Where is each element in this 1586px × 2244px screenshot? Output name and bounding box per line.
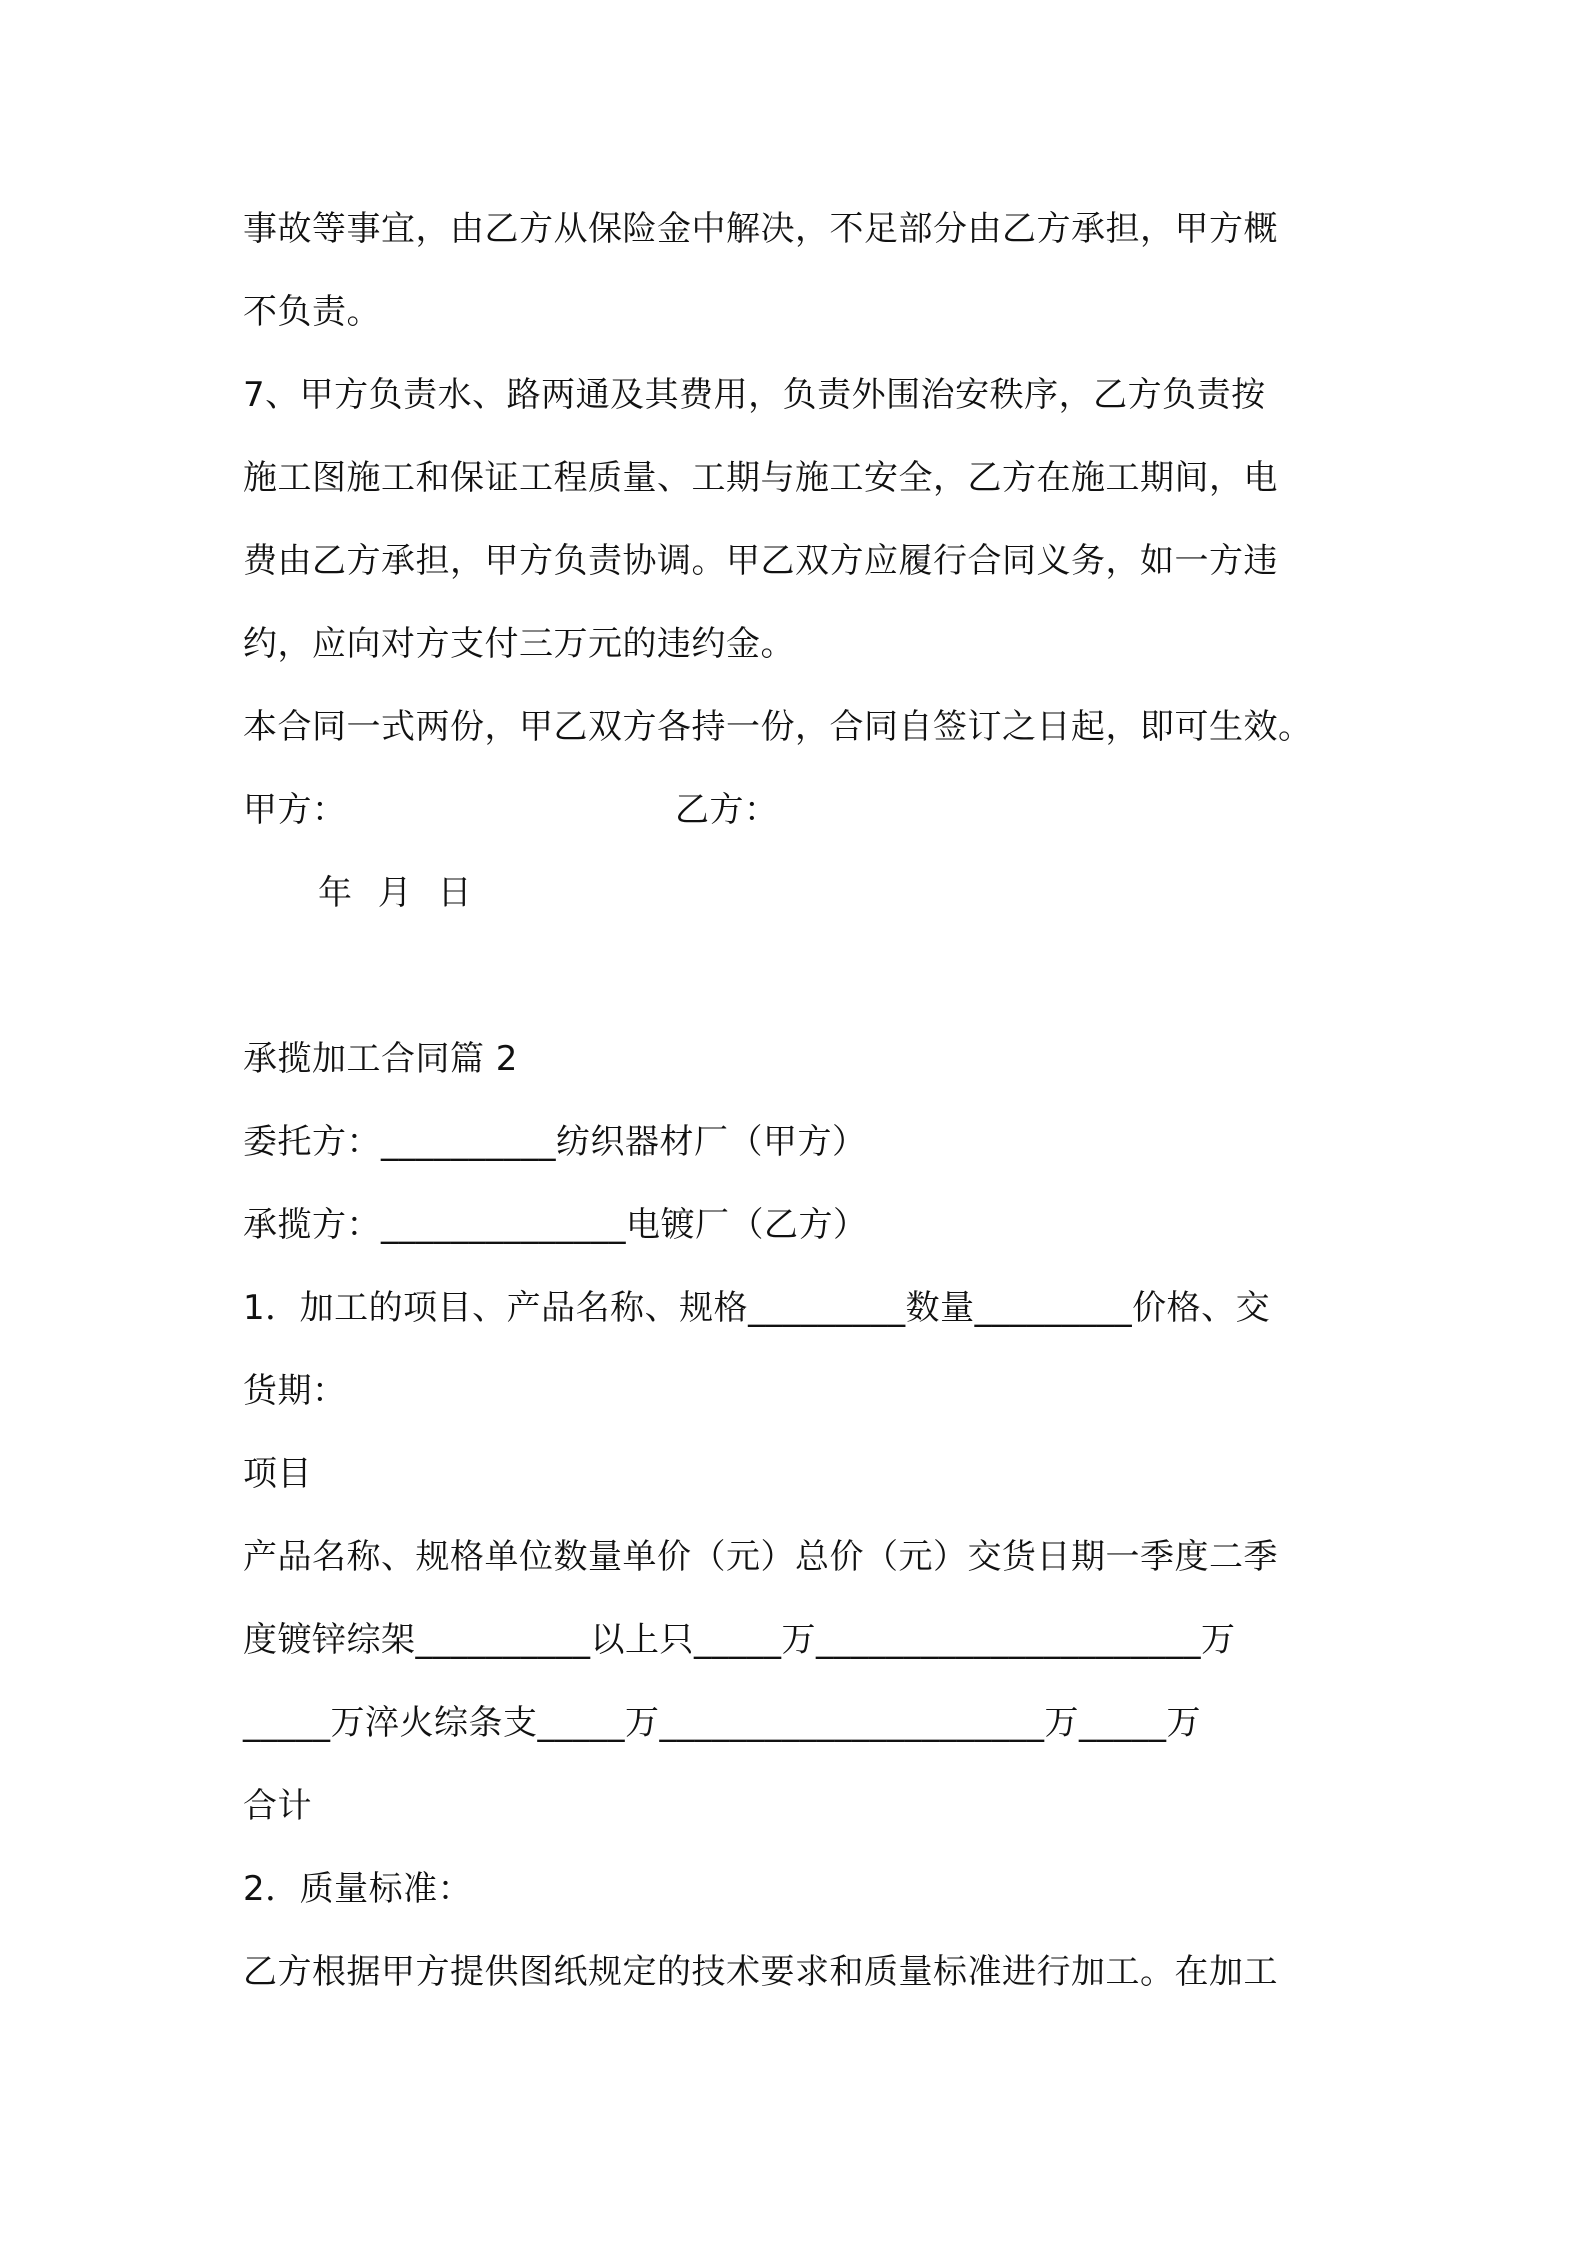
text-line: 不负责。 bbox=[243, 292, 381, 332]
text-line: 委托方：__________纺织器材厂（甲方） bbox=[243, 1122, 867, 1162]
text-line: 产品名称、规格单位数量单价（元）总价（元）交货日期一季度二季 bbox=[243, 1537, 1278, 1577]
text-line: 合计 bbox=[243, 1786, 312, 1826]
text-line: _____万淬火综条支_____万______________________万_____万 bbox=[243, 1703, 1201, 1743]
text-line: 本合同一式两份，甲乙双方各持一份，合同自签订之日起，即可生效。 bbox=[243, 707, 1313, 747]
signature-party-b: 乙方： bbox=[675, 790, 779, 830]
section-title: 承揽加工合同篇 2 bbox=[243, 1039, 518, 1079]
text-line: 货期： bbox=[243, 1371, 347, 1411]
text-line: 1．加工的项目、产品名称、规格_________数量_________价格、交 bbox=[243, 1288, 1271, 1328]
text-line: 承揽方：______________电镀厂（乙方） bbox=[243, 1205, 868, 1245]
signature-date: 年 月 日 bbox=[318, 873, 473, 913]
text-line: 度镀锌综架__________以上只_____万______________________万 bbox=[243, 1620, 1236, 1660]
text-line: 项目 bbox=[243, 1454, 312, 1494]
text-line: 乙方根据甲方提供图纸规定的技术要求和质量标准进行加工。在加工 bbox=[243, 1952, 1278, 1992]
text-line: 费由乙方承担，甲方负责协调。甲乙双方应履行合同义务，如一方违 bbox=[243, 541, 1278, 581]
text-line: 2．质量标准： bbox=[243, 1869, 473, 1909]
text-line: 约，应向对方支付三万元的违约金。 bbox=[243, 624, 795, 664]
text-line: 施工图施工和保证工程质量、工期与施工安全，乙方在施工期间，电 bbox=[243, 458, 1278, 498]
signature-party-a: 甲方： bbox=[243, 790, 347, 830]
text-line: 事故等事宜，由乙方从保险金中解决，不足部分由乙方承担，甲方概 bbox=[243, 209, 1278, 249]
text-line: 7、甲方负责水、路两通及其费用，负责外围治安秩序，乙方负责按 bbox=[243, 375, 1266, 415]
